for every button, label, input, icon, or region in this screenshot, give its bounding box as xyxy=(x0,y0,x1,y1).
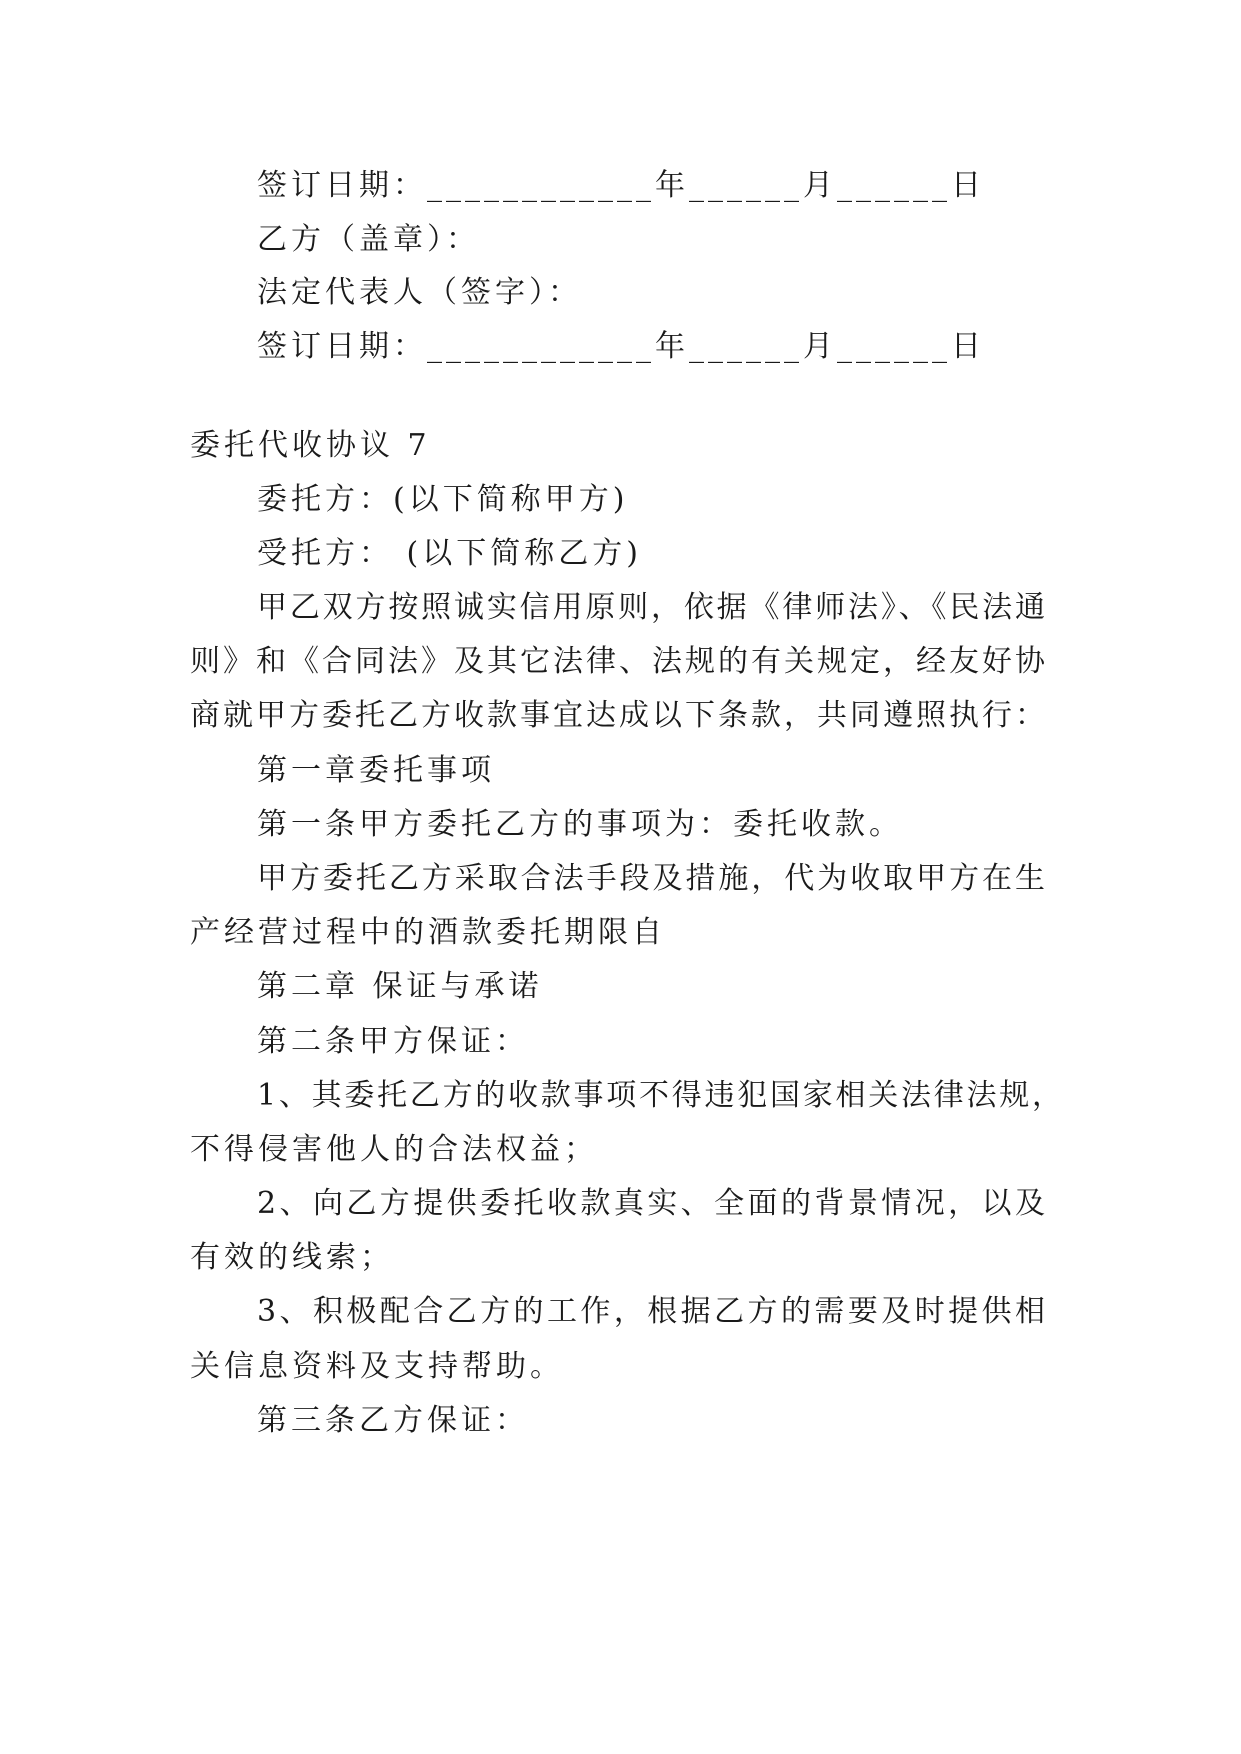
guarantee-item-3-line-2: 关信息资料及支持帮助。 xyxy=(190,1349,564,1384)
guarantee-item-2-line-2: 有效的线索； xyxy=(190,1240,394,1275)
signing-date-line-2: 签订日期：____________年______月______日 xyxy=(257,329,985,364)
article-1-line: 第一条甲方委托乙方的事项为：委托收款。 xyxy=(257,807,903,842)
party-b-seal-line: 乙方（盖章）： xyxy=(257,222,480,257)
agreement-title: 委托代收协议 7 xyxy=(190,428,431,463)
guarantee-item-2-line-1: 2、向乙方提供委托收款真实、全面的背景情况，以及 xyxy=(257,1186,1045,1221)
preamble-line-3: 商就甲方委托乙方收款事宜达成以下条款，共同遵照执行： xyxy=(190,698,1045,733)
preamble-line-1: 甲乙双方按照诚实信用原则，依据《律师法》、《民法通 xyxy=(257,590,1045,625)
chapter-2-heading: 第二章 保证与承诺 xyxy=(257,969,543,1004)
guarantee-item-1-line-1: 1、其委托乙方的收款事项不得违犯国家相关法律法规， xyxy=(257,1078,1062,1113)
article-2-line: 第二条甲方保证： xyxy=(257,1024,529,1059)
article-1-detail-line-2: 产经营过程中的酒款委托期限自 xyxy=(190,915,666,950)
agent-party-line: 受托方： (以下简称乙方) xyxy=(257,536,642,571)
principal-party-line: 委托方：(以下简称甲方) xyxy=(257,482,629,517)
article-1-detail-line-1: 甲方委托乙方采取合法手段及措施，代为收取甲方在生 xyxy=(257,861,1045,896)
article-3-line: 第三条乙方保证： xyxy=(257,1403,529,1438)
signing-date-line-1: 签订日期：____________年______月______日 xyxy=(257,168,985,203)
guarantee-item-3-line-1: 3、积极配合乙方的工作，根据乙方的需要及时提供相 xyxy=(257,1294,1045,1329)
guarantee-item-1-line-2: 不得侵害他人的合法权益； xyxy=(190,1132,598,1167)
preamble-line-2: 则》和《合同法》及其它法律、法规的有关规定，经友好协 xyxy=(190,644,1045,679)
legal-representative-signature-line: 法定代表人（签字）： xyxy=(257,275,582,310)
chapter-1-heading: 第一章委托事项 xyxy=(257,753,495,788)
